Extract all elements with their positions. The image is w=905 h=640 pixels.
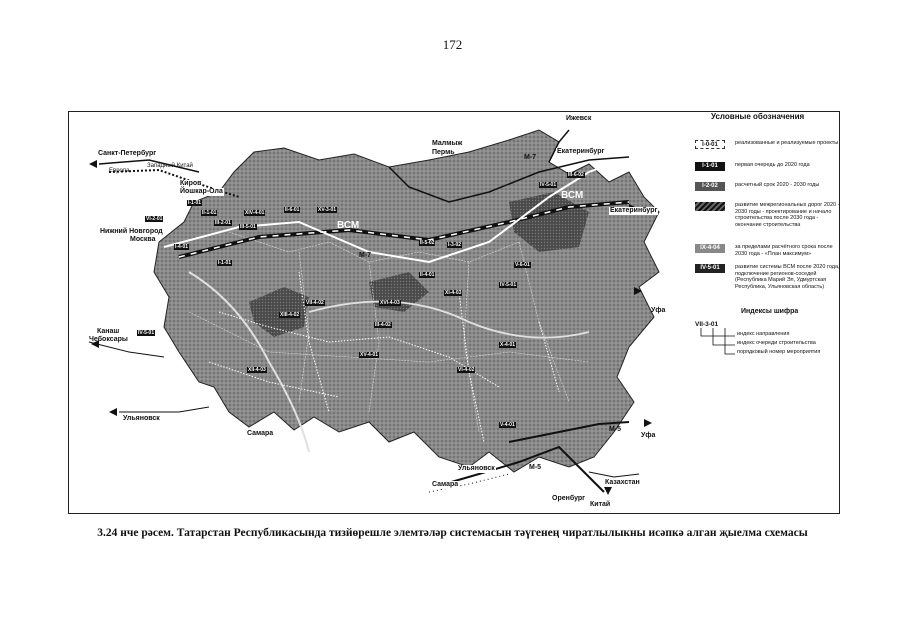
- cipher-code: VII-3-01: [695, 321, 719, 328]
- cipher-item-direction: индекс направления: [737, 331, 790, 337]
- project-code: III-5-01: [240, 224, 256, 230]
- city-nizhny-novgorod: Нижний Новгород: [100, 228, 163, 235]
- project-code: XV-4-01: [360, 352, 379, 358]
- map-legend: [681, 112, 839, 513]
- project-code: X-4-01: [500, 342, 516, 348]
- project-code: IV-5-01: [138, 330, 155, 336]
- project-code: XV-3-01: [318, 207, 337, 213]
- project-code: V-4-01: [500, 422, 515, 428]
- map-area: [69, 112, 681, 513]
- arrow-south-kazakhstan: [604, 487, 612, 495]
- project-code: XII-4-03: [248, 367, 266, 373]
- page-number: 172: [442, 37, 463, 52]
- city-kanash: Канаш: [97, 328, 120, 335]
- route-west-china: Западный Китай: [147, 163, 193, 169]
- road-m7-center: М-7: [359, 252, 372, 259]
- project-code: IV-5-01: [540, 182, 557, 188]
- project-code: III-2-01: [215, 220, 231, 226]
- project-code: II-1-01: [202, 210, 217, 216]
- legend-text: развитие системы ВСМ после 2020 года, подключение регионов-соседей (Республика Марий Эл, Удмуртская Республика, Ульяновская область): [735, 264, 840, 290]
- legend-swatch: IV-5-01: [695, 264, 725, 273]
- project-code: III-4-02: [375, 322, 391, 328]
- city-ekaterinburg-north: Екатеринбург: [557, 148, 605, 155]
- road-m5: М-5: [609, 426, 622, 433]
- country-kazakhstan: Казахстан: [605, 479, 640, 486]
- city-perm: Пермь: [432, 149, 455, 156]
- city-ufa-east: Уфа: [651, 307, 666, 314]
- road-m7-north: М-7: [524, 154, 537, 161]
- figure-caption: 3.24 нче рәсем. Татарстан Республикасында тизйөрешле элемтәләр системасын тәүгенең чиратлылыкны исәпкә алган җыелма схемасы: [97, 527, 808, 539]
- city-malmyzh: Малмыж: [432, 140, 463, 147]
- cipher-connector-lines: [695, 328, 735, 358]
- road-m5-south: М-5: [529, 464, 542, 471]
- legend-swatch: [695, 202, 725, 211]
- project-code: XIV-4-01: [245, 210, 265, 216]
- city-cheboksary: Чебоксары: [89, 336, 128, 343]
- legend-text: за пределами расчётного срока после 2030 года - «План максимум»: [735, 244, 833, 257]
- legend-swatch: I-1-01: [695, 162, 725, 171]
- cipher-item-stage: индекс очереди строительства: [737, 340, 816, 346]
- project-code: XIII-4-02: [280, 312, 300, 318]
- figure-frame: [68, 111, 840, 514]
- city-ulyanovsk-west: Ульяновск: [123, 415, 160, 422]
- project-code: VI-4-02: [458, 367, 475, 373]
- city-samara-center: Самара: [247, 430, 274, 437]
- project-code: III-6-02: [568, 172, 584, 178]
- project-code: IV-5-01: [500, 282, 517, 288]
- country-china: Китай: [590, 501, 611, 508]
- city-samara-south: Самара: [432, 481, 459, 488]
- legend-text: реализованные и реализуемые проекты: [735, 140, 839, 146]
- legend-text: расчетный срок 2020 - 2030 годы: [735, 182, 820, 188]
- cipher-item-number: порядковый номер мероприятия: [737, 349, 821, 355]
- legend-title: Условные обозначения: [711, 112, 805, 121]
- city-saint-petersburg: Санкт-Петербург: [98, 150, 157, 157]
- project-code: V-6-01: [515, 262, 530, 268]
- ulyanovsk-road: [119, 407, 209, 412]
- project-code: II-5-02: [420, 240, 435, 246]
- arrow-west-spb: [89, 160, 97, 168]
- kazakhstan-road: [589, 472, 639, 477]
- city-izhevsk: Ижевск: [566, 115, 592, 122]
- arrow-west-ulyanovsk: [109, 408, 117, 416]
- project-code: I-1-01: [218, 260, 232, 266]
- city-yoshkar-ola: Йошкар-Ола: [180, 188, 223, 195]
- city-ufa-southeast: Уфа: [641, 432, 656, 439]
- road-vsm-center: ВСМ: [337, 220, 360, 231]
- arrow-east-ufa2: [644, 419, 652, 427]
- project-code: II-6-01: [285, 207, 300, 213]
- project-code: VI-2-01: [146, 216, 163, 222]
- west-road: [89, 342, 164, 357]
- city-orenburg: Оренбург: [552, 495, 586, 502]
- legend-text: развитие межрегиональных дорог 2020 - 2030 годы - проектирование и начало строительства после 2030 года - окончание строительства: [735, 202, 840, 228]
- map-graphic: [69, 112, 681, 513]
- legend-swatch: I-2-02: [695, 182, 725, 191]
- city-moscow: Москва: [130, 236, 156, 243]
- project-code: XVI-4-03: [380, 300, 400, 306]
- legend-text: первая очередь до 2020 года: [735, 162, 810, 168]
- project-code: VII-4-02: [306, 300, 324, 306]
- legend-swatch: IX-4-04: [695, 244, 725, 253]
- city-ulyanovsk-south: Ульяновск: [458, 465, 495, 472]
- road-vsm-east: ВСМ: [561, 190, 584, 201]
- project-code: II-4-01: [420, 272, 435, 278]
- project-code: XI-4-03: [445, 290, 462, 296]
- project-code: I-1-01: [188, 200, 202, 206]
- city-ekaterinburg-east: Екатеринбург: [610, 207, 658, 214]
- route-europe: Европа: [109, 168, 130, 174]
- legend-swatch: I-0-01: [695, 140, 725, 149]
- project-code: I-3-02: [448, 242, 462, 248]
- cipher-title: Индексы шифра: [741, 308, 799, 315]
- project-code: I-4-01: [175, 244, 189, 250]
- city-kirov: Киров: [180, 180, 202, 187]
